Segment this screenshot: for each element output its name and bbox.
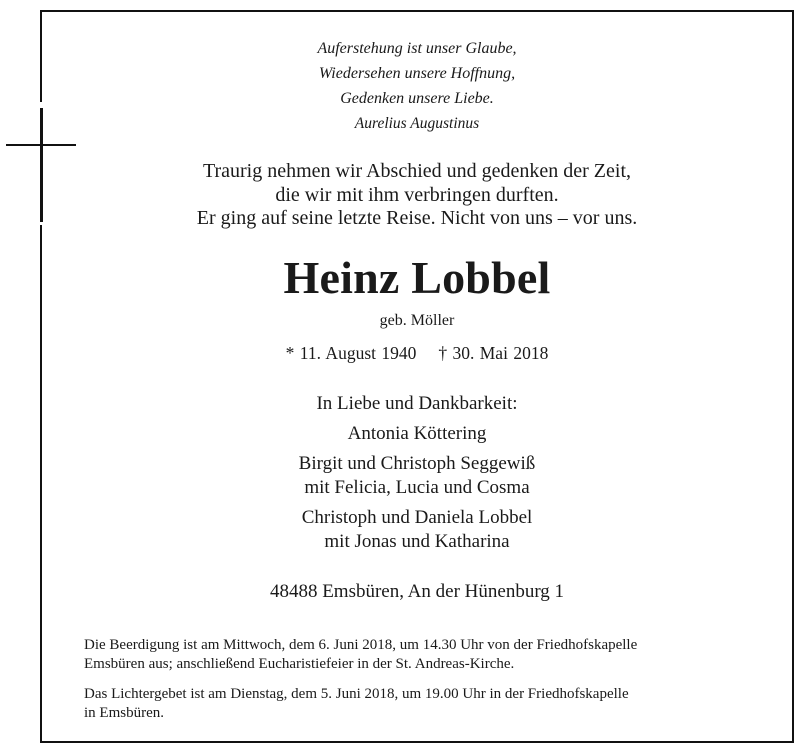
notice-line: in Emsbüren. bbox=[84, 705, 164, 721]
quote-author: Aurelius Augustinus bbox=[354, 115, 480, 132]
prayer-notice bbox=[84, 685, 774, 723]
farewell-line: Er ging auf seine letzte Reise. Nicht von uns – vor uns. bbox=[196, 207, 638, 229]
quote-block bbox=[40, 36, 794, 111]
deceased-name: Heinz Lobbel bbox=[283, 252, 551, 303]
farewell-line: Traurig nehmen wir Abschied und gedenken der Zeit, bbox=[202, 160, 632, 182]
notice-line: Emsbüren aus; anschließend Eucharistiefeier in der St. Andreas-Kirche. bbox=[84, 656, 515, 672]
family-member: Birgit und Christoph Seggewiß bbox=[298, 453, 536, 474]
birth-date: * 11. August 1940 bbox=[285, 343, 417, 363]
notice-line: Die Beerdigung ist am Mittwoch, dem 6. Juni 2018, um 14.30 Uhr von der Friedhofskapelle bbox=[84, 637, 638, 653]
farewell-line: die wir mit ihm verbringen durften. bbox=[275, 183, 559, 206]
birth-name: geb. Möller bbox=[379, 312, 455, 329]
life-dates bbox=[40, 342, 794, 364]
death-date: † 30. Mai 2018 bbox=[438, 343, 549, 363]
funeral-notice bbox=[84, 636, 774, 674]
cross-bar bbox=[6, 144, 76, 146]
family-group bbox=[40, 452, 794, 500]
family-group bbox=[40, 506, 794, 554]
quote-line: Gedenken unsere Liebe. bbox=[340, 90, 494, 107]
family-block bbox=[40, 392, 794, 560]
family-group bbox=[40, 422, 794, 446]
family-member: Antonia Köttering bbox=[347, 423, 487, 444]
quote-line: Wiedersehen unsere Hoffnung, bbox=[318, 65, 516, 82]
address: 48488 Emsbüren, An der Hünenburg 1 bbox=[269, 581, 565, 602]
family-member: mit Felicia, Lucia und Cosma bbox=[304, 477, 530, 498]
farewell-text bbox=[40, 160, 794, 231]
notice-line: Das Lichtergebet ist am Dienstag, dem 5. Juni 2018, um 19.00 Uhr in der Friedhofskapelle bbox=[84, 686, 629, 702]
quote-line: Auferstehung ist unser Glaube, bbox=[317, 40, 517, 57]
family-member: mit Jonas und Katharina bbox=[324, 531, 510, 552]
family-member: Christoph und Daniela Lobbel bbox=[301, 507, 533, 528]
family-intro: In Liebe und Dankbarkeit: bbox=[316, 393, 518, 414]
